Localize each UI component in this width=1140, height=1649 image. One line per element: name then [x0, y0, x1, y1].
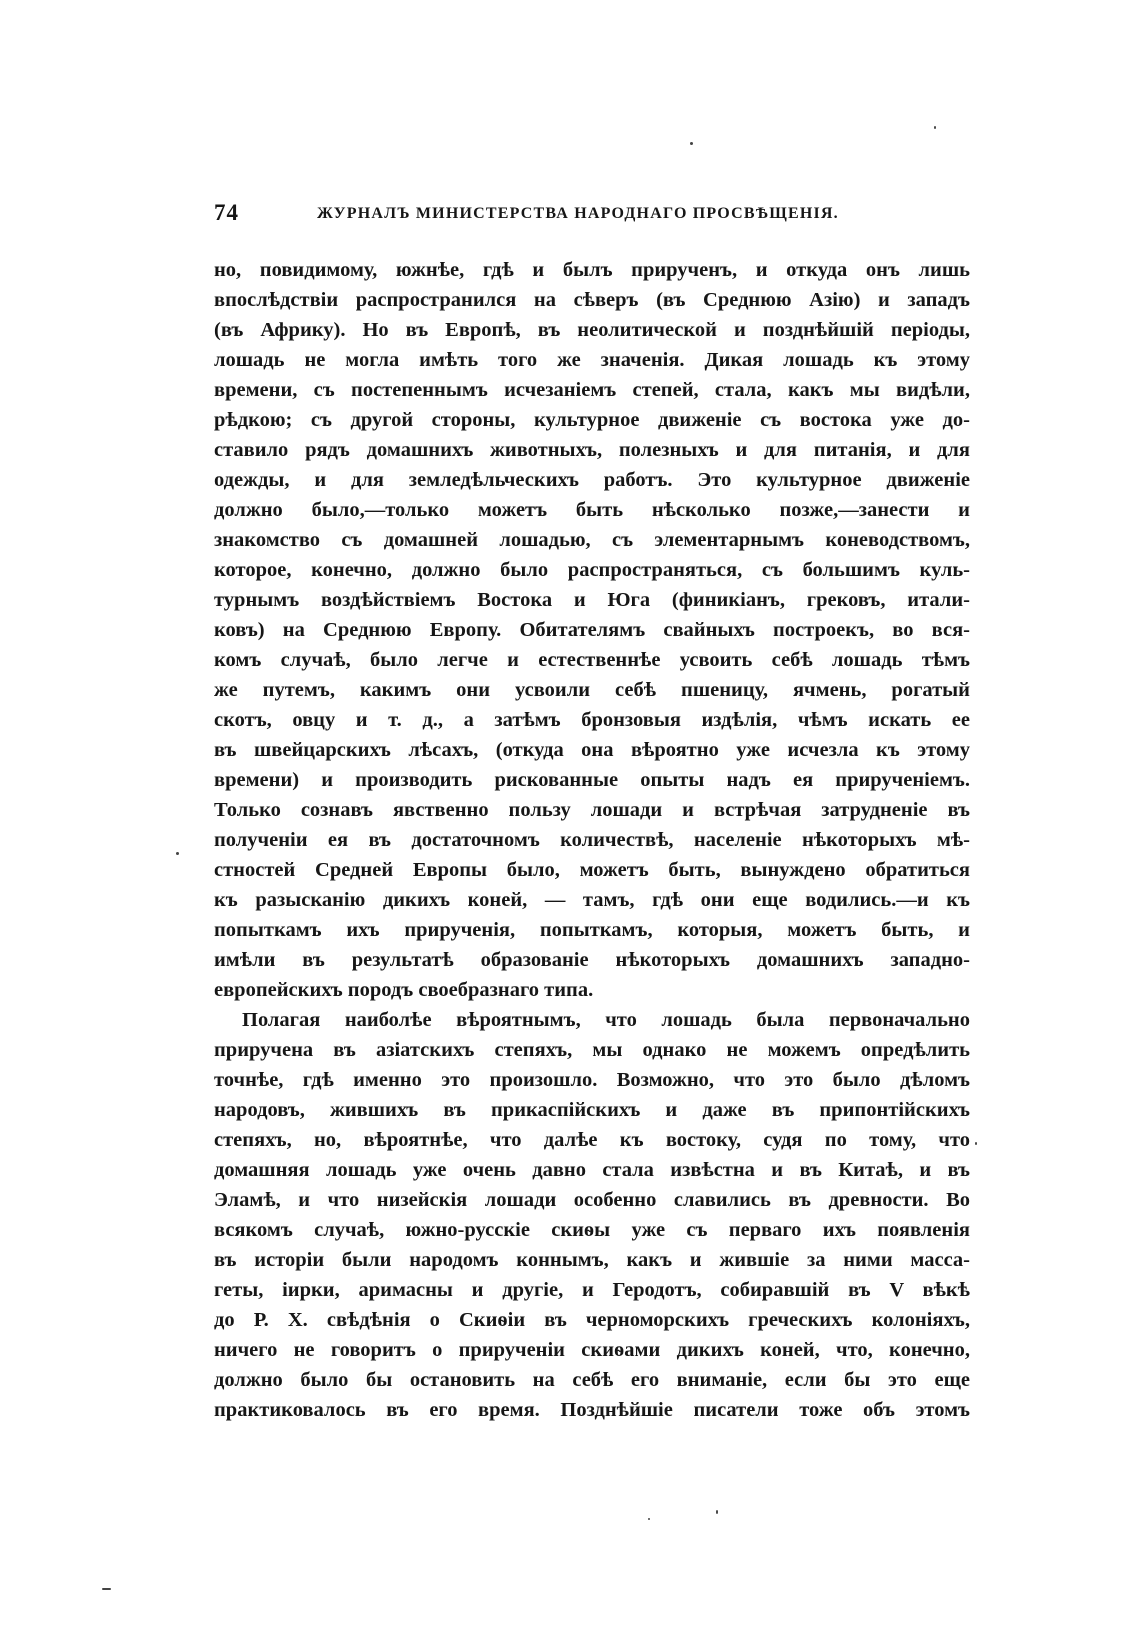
text-line: ничего не говоритъ о прирученіи скиѳами дикихъ коней, что, конечно,	[214, 1339, 970, 1361]
text-line: ковъ) на Среднюю Европу. Обитателямъ свайныхъ построекъ, во вся-	[214, 619, 970, 641]
text-line: но, повидимому, южнѣе, гдѣ и былъ прирученъ, и откуда онъ лишь	[214, 259, 970, 281]
paragraph	[214, 255, 970, 1005]
text-line: должно было,—только можетъ быть нѣсколько позже,—занести и	[214, 499, 970, 521]
text-line: (въ Африку). Но въ Европѣ, въ неолитической и позднѣйшій періоды,	[214, 319, 970, 341]
scan-speck	[176, 852, 179, 855]
text-line: европейскихъ породъ своебразнаго типа.	[214, 979, 594, 1001]
text-line: впослѣдствіи распространился на сѣверъ (въ Среднюю Азію) и западъ	[214, 289, 970, 311]
body-text	[214, 255, 970, 1425]
text-line: времени, съ постепеннымъ исчезаніемъ степей, стала, какъ мы видѣли,	[214, 379, 970, 401]
text-line: должно было бы остановить на себѣ его вниманіе, если бы это еще	[214, 1369, 970, 1391]
text-line: рѣдкою; съ другой стороны, культурное движеніе съ востока уже до-	[214, 409, 970, 431]
scan-speck	[934, 126, 936, 129]
text-line: полученіи ея въ достаточномъ количествѣ, населеніе нѣкоторыхъ мѣ-	[214, 829, 970, 851]
text-line: которое, конечно, должно было распространяться, съ большимъ куль-	[214, 559, 970, 581]
text-line: до Р. Х. свѣдѣнія о Скиѳіи въ черноморскихъ греческихъ колоніяхъ,	[214, 1309, 970, 1331]
text-line: геты, іирки, аримасны и другіе, и Геродотъ, собиравшій въ V вѣкѣ	[214, 1279, 970, 1301]
text-line: попыткамъ ихъ прирученія, попыткамъ, которыя, можетъ быть, и	[214, 919, 970, 941]
paragraph	[214, 1005, 970, 1425]
text-line: скотъ, овцу и т. д., а затѣмъ бронзовыя издѣлія, чѣмъ искать ее	[214, 709, 970, 731]
text-line: Эламѣ, и что низейскія лошади особенно славились въ древности. Во	[214, 1189, 970, 1211]
text-line: къ разысканію дикихъ коней, — тамъ, гдѣ они еще водились.—и къ	[214, 889, 970, 911]
scan-speck	[716, 1510, 718, 1514]
text-line: степяхъ, но, вѣроятнѣе, что далѣе къ востоку, судя по тому, что	[214, 1129, 970, 1151]
text-line: ставило рядъ домашнихъ животныхъ, полезныхъ и для питанія, и для	[214, 439, 970, 461]
page-number: 74	[214, 200, 239, 225]
text-line: лошадь не могла имѣть того же значенія. Дикая лошадь къ этому	[214, 349, 970, 371]
page-header	[214, 200, 974, 230]
text-line: Только сознавъ явственно пользу лошади и встрѣчая затрудненіе въ	[214, 799, 970, 821]
text-line: времени) и производить рискованные опыты надъ ея прирученіемъ.	[214, 769, 970, 791]
text-line: всякомъ случаѣ, южно-русскіе скиѳы уже съ перваго ихъ появленія	[214, 1219, 970, 1241]
text-line: комъ случаѣ, было легче и естественнѣе усвоить себѣ лошадь тѣмъ	[214, 649, 970, 671]
text-line: народовъ, жившихъ въ прикаспійскихъ и даже въ припонтійскихъ	[214, 1099, 970, 1121]
text-line: турнымъ воздѣйствіемъ Востока и Юга (финикіанъ, грековъ, итали-	[214, 589, 970, 611]
text-line: точнѣе, гдѣ именно это произошло. Возможно, что это было дѣломъ	[214, 1069, 970, 1091]
text-line: одежды, и для земледѣльческихъ работъ. Это культурное движеніе	[214, 469, 970, 491]
text-line: стностей Средней Европы было, можетъ быть, вынуждено обратиться	[214, 859, 970, 881]
text-line: приручена въ азіатскихъ степяхъ, мы однако не можемъ опредѣлить	[214, 1039, 970, 1061]
running-title: ЖУРНАЛЪ МИНИСТЕРСТВА НАРОДНАГО ПРОСВѢЩЕНІЯ.	[317, 205, 839, 222]
scan-speck	[975, 1142, 977, 1145]
text-line: въ исторіи были народомъ коннымъ, какъ и жившіе за ними масса-	[214, 1249, 970, 1271]
text-line: же путемъ, какимъ они усвоили себѣ пшеницу, ячмень, рогатый	[214, 679, 970, 701]
text-line: въ швейцарскихъ лѣсахъ, (откуда она вѣроятно уже исчезла къ этому	[214, 739, 970, 761]
text-line: имѣли въ результатѣ образованіе нѣкоторыхъ домашнихъ западно-	[214, 949, 970, 971]
text-line: Полагая наиболѣе вѣроятнымъ, что лошадь была первоначально	[242, 1009, 970, 1031]
text-line: домашняя лошадь уже очень давно стала извѣстна и въ Китаѣ, и въ	[214, 1159, 970, 1181]
scan-speck	[102, 1588, 111, 1590]
text-line: знакомство съ домашней лошадью, съ элементарнымъ коневодствомъ,	[214, 529, 970, 551]
scan-speck	[690, 142, 693, 145]
text-line: практиковалось въ его время. Позднѣйшіе писатели тоже объ этомъ	[214, 1399, 970, 1421]
scan-speck	[648, 1518, 650, 1520]
